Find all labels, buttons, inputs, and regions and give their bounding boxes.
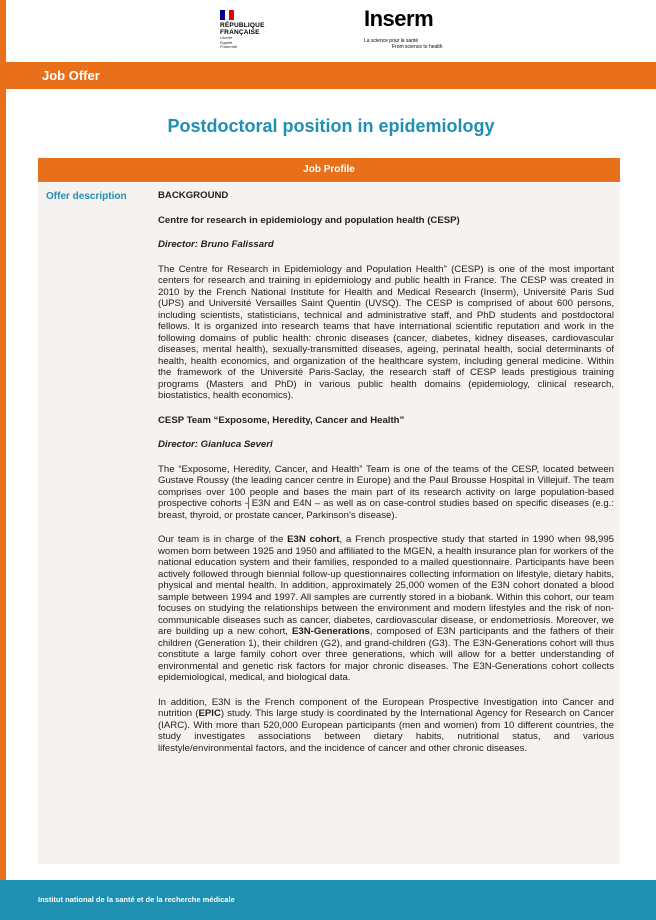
- page-footer: [0, 880, 656, 920]
- page-title: Postdoctoral position in epidemiology: [167, 116, 495, 136]
- epic-text-a: In addition, E3N is the French component of the European Prospective Investigation into Cancer and nutrition (: [158, 696, 614, 719]
- team-paragraph: The “Exposome, Heredity, Cancer, and Health” Team is one of the teams of the CESP, located between Gustave Roussy (the leading cancer centre in Europe) and the Paul Brousse Hospital in Villejuif. The team comprises over 100 people and bases the main part of its research activity on large population-based prospective cohorts ┤E3N and E4N – as well as on case-control studies based on specific diseases (e.g.: breast, thyroid, or prostate cancer, Parkinson’s disease).: [158, 463, 614, 521]
- rf-motto-1: Liberté: [220, 35, 233, 40]
- e3n-text-a: Our team is in charge of the: [158, 534, 288, 545]
- e3n-cohort-term: E3N cohort: [287, 534, 340, 545]
- rf-name-line2: FRANÇAISE: [220, 29, 260, 36]
- team-heading: CESP Team “Exposome, Heredity, Cancer and Health”: [158, 414, 405, 426]
- footer-text: Institut national de la santé et de la recherche médicale: [38, 895, 235, 904]
- inserm-tagline-en: From science to health: [392, 44, 443, 50]
- offer-description-panel: [38, 183, 620, 864]
- e3n-text-e: , composed of E3N participants and the fathers of their children (Generation 1), their children (G2), and grand-children (G3). The E3N-Generations cohort will thus constitute a large family cohort over three generations, which will allow for a better understanding of environmental and genetic risk factors for major chronic diseases. The E3N-Generations cohort collects epidemiological, medical, and biological data.: [158, 626, 615, 683]
- job-profile-header: Job Profile: [38, 158, 620, 182]
- cesp-director: Director: Bruno Falissard: [158, 239, 274, 250]
- french-flag-icon: [220, 10, 234, 20]
- left-accent-bar: [0, 0, 6, 920]
- e3n-text-c: , a French prospective study that started in 1990 when 98,995 women born between 1925 and 1950 and affiliated to the MGEN, a health insurance plan for workers of the national education system and their families, responded to a mailed questionnaire. Participants have been actively followed through biennial follow-up questionnaires collecting information on lifestyle, dietary habits, physical and mental health. In addition, approximately 25,000 women of the E3N cohort donated a blood sample between 1994 and 1997. All samples are currently stored in a biobank. Within this cohort, our team focuses on studying the relationships between the environment and modern lifestyles and the risk of non-communicable diseases such as cancer, diabetes, cardiovascular disease, or endometriosis. Moreover, we are building up a new cohort,: [158, 534, 614, 637]
- inserm-logo: [364, 6, 464, 50]
- e3n-generations-term: E3N-Generations: [292, 626, 370, 637]
- inserm-name: Inserm: [364, 6, 434, 31]
- cesp-heading: Centre for research in epidemiology and population health (CESP): [158, 214, 460, 226]
- epic-term: EPIC: [198, 708, 221, 719]
- inserm-tagline-fr: La science pour la santé: [364, 38, 419, 44]
- epic-text-c: ) study. This large study is coordinated by the International Agency for Research on Cancer (IARC). With more than 520,000 European participants (men and women) from 10 different countries, the study investigates associations between dietary habits, nutritional status, and various lifestyle/environmental factors, and the incidence of cancer and other chronic diseases.: [158, 708, 614, 754]
- e3n-paragraph: [158, 534, 614, 684]
- rf-motto-2: Égalité: [220, 39, 233, 45]
- team-director: Director: Gianluca Severi: [158, 439, 273, 450]
- job-offer-banner: [6, 62, 656, 89]
- background-heading: BACKGROUND: [158, 190, 229, 201]
- job-offer-label: Job Offer: [42, 68, 100, 83]
- rf-name-line1: RÉPUBLIQUE: [220, 22, 265, 29]
- rf-motto-3: Fraternité: [220, 44, 238, 49]
- offer-description-text: [158, 190, 614, 767]
- offer-description-label: Offer description: [46, 191, 127, 202]
- cesp-paragraph: The Centre for Research in Epidemiology and Population Health" (CESP) is one of the most important centers for research and training in epidemiology and public health in France. The CESP was created in 2010 by the French National Institute for Health and Medical Research (Inserm), Université Paris Sud (UPS) and Université Versailles Saint Quentin (UVSQ). The CESP is comprised of about 600 persons, including scientists, statisticians, technical and administrative staff, and PhD students and postdoctoral fellows. It is organized into research teams that have international scientific reputation and work in the following domains of public health: chronic diseases (cancer, diabetes, kidney diseases, cardiovascular diseases, mental health), sexually-transmitted diseases, ageing, perinatal health, social determinants of health, health economics, and organization of the healthcare system, including general medicine. Within the framework of the Université Paris-Saclay, the research staff of CESP leads prestigious training programs (Masters and PhD) in various public health domains (epidemiology, clinical research, biostatistics, health economics).: [158, 263, 614, 401]
- page-header: [6, 0, 656, 62]
- republique-francaise-logo: [220, 10, 280, 50]
- epic-paragraph: [158, 697, 614, 755]
